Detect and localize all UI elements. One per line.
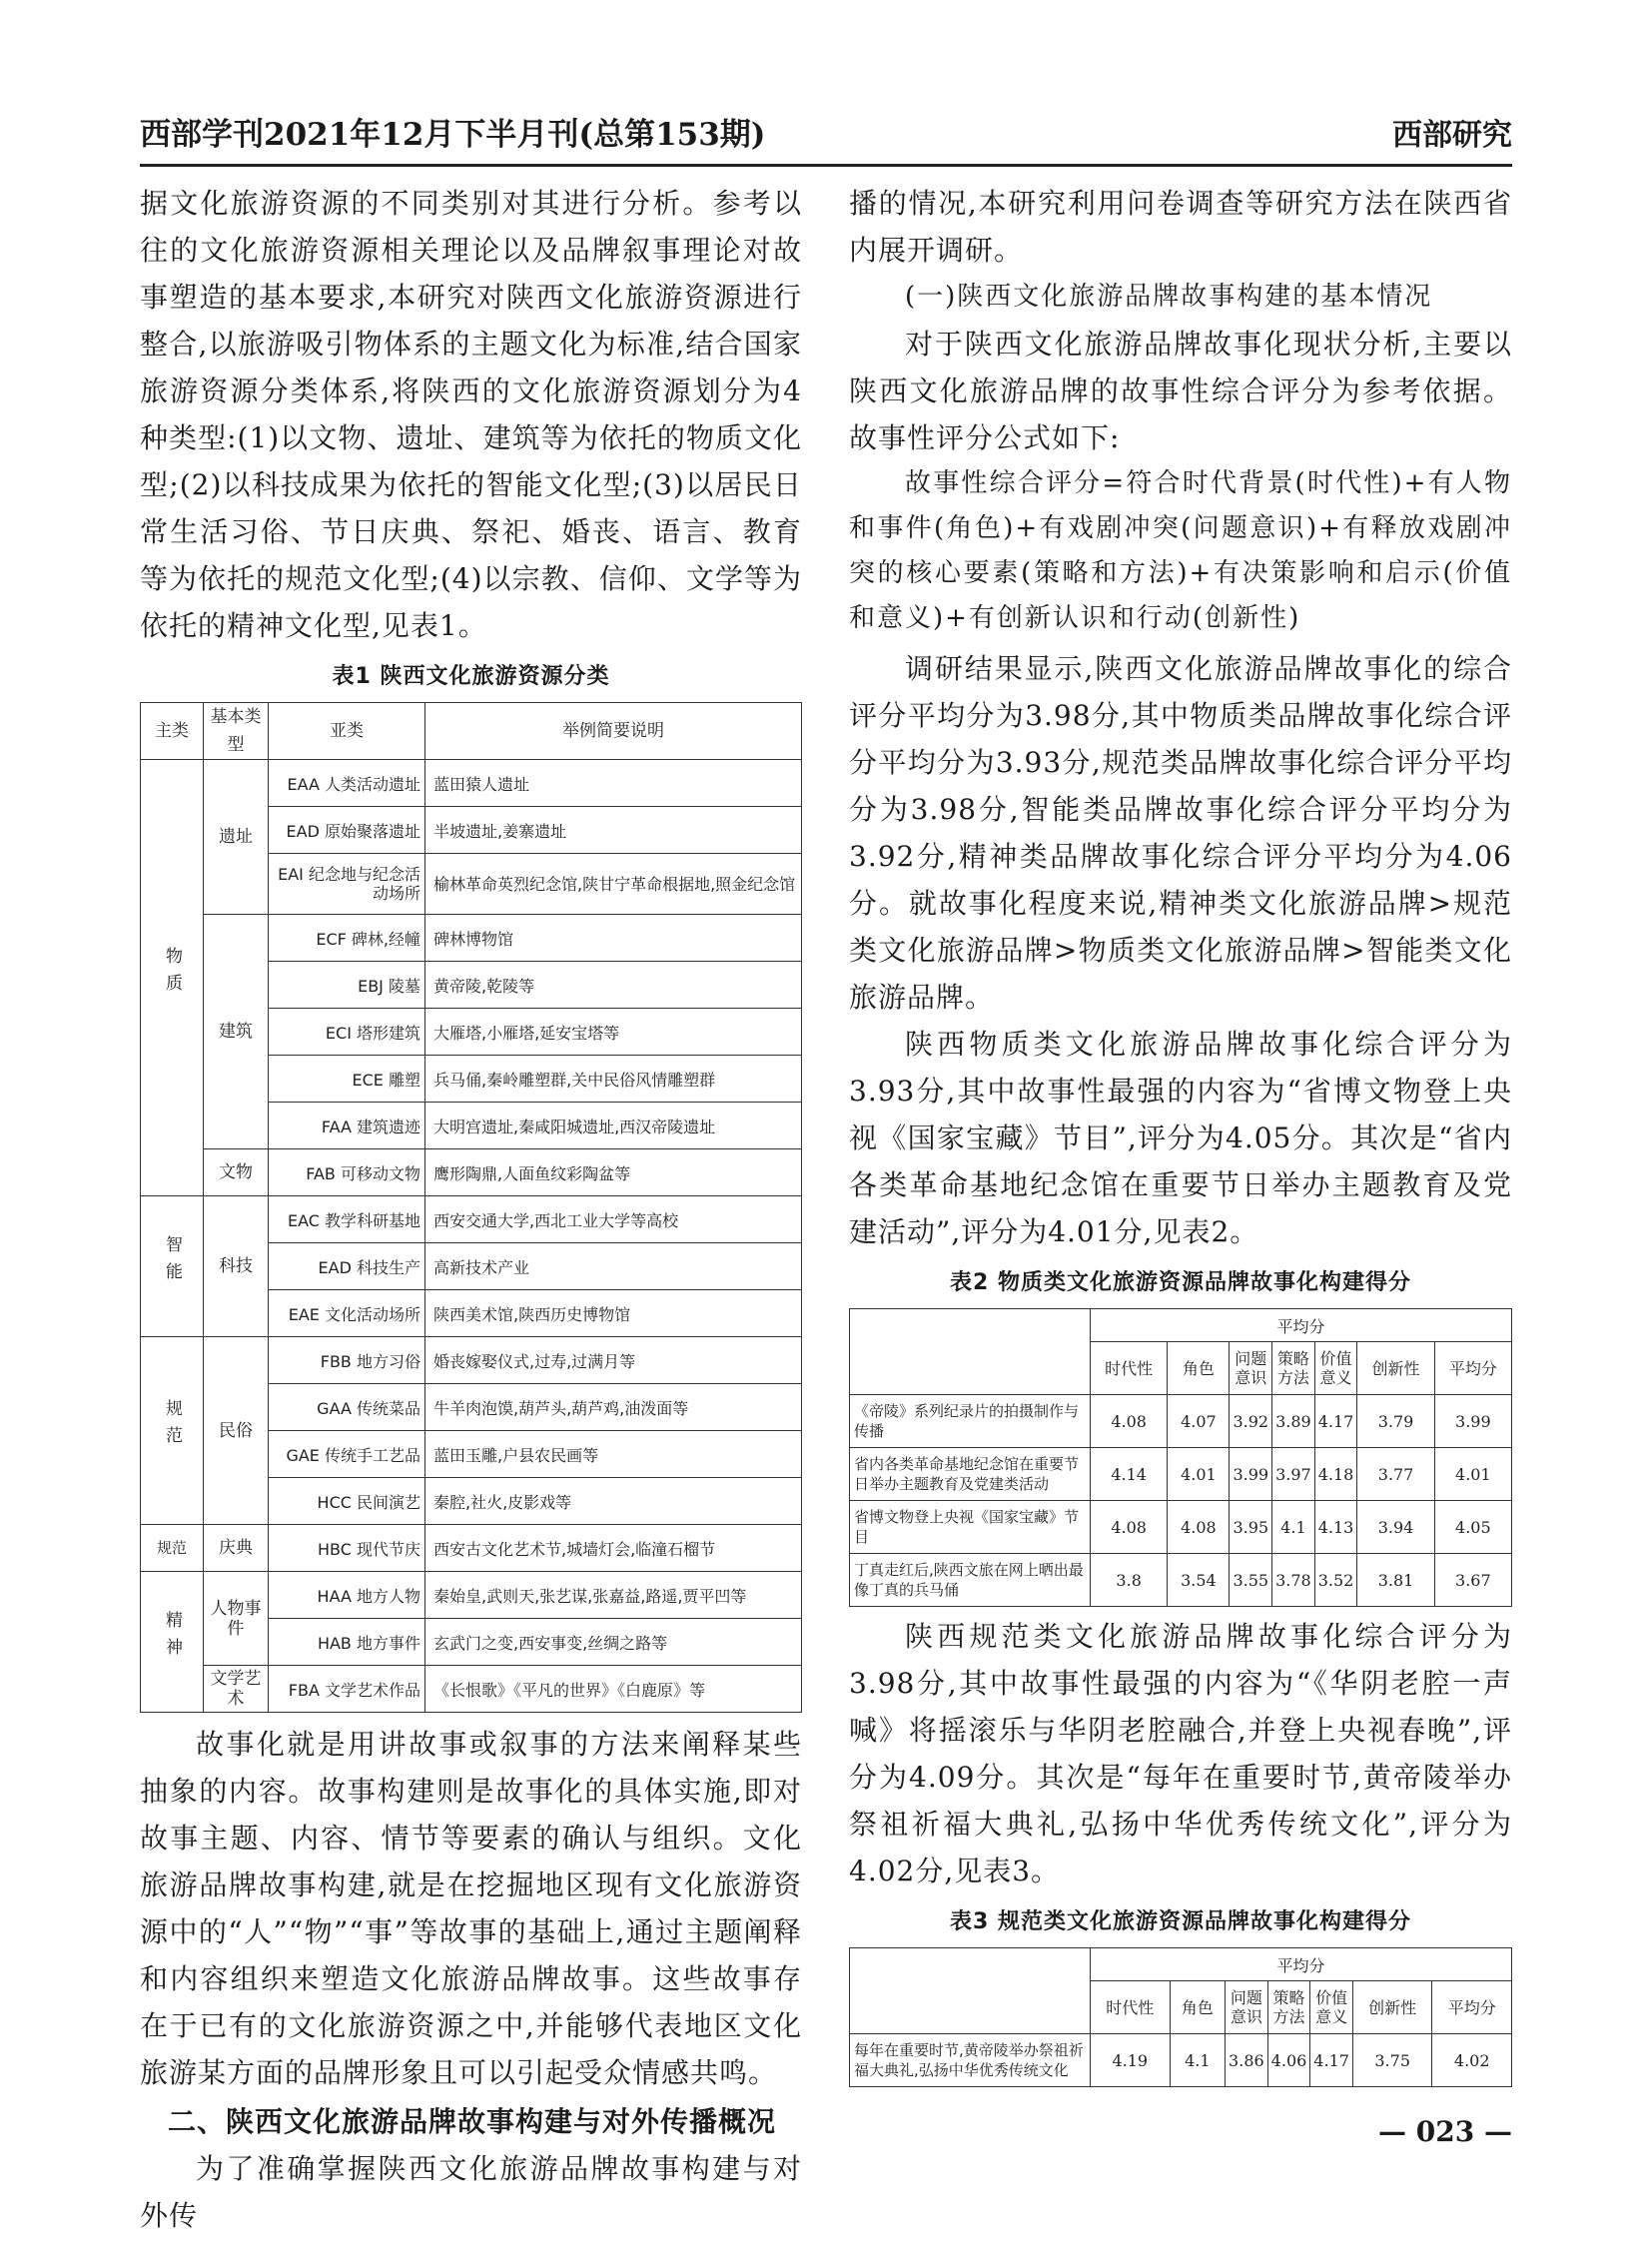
example: 兵马俑,秦岭雕塑群,关中民俗风情雕塑群 <box>425 1056 802 1103</box>
subtype: HAA 地方人物 <box>269 1572 425 1619</box>
example: 蓝田玉雕,户县农民画等 <box>425 1431 802 1478</box>
row-label: 每年在重要时节,黄帝陵举办祭祖祈福大典礼,弘扬中华优秀传统文化 <box>850 2034 1091 2087</box>
score-cell: 4.1 <box>1272 1501 1315 1554</box>
score-cell: 3.79 <box>1357 1395 1434 1448</box>
score-cell: 3.92 <box>1230 1395 1272 1448</box>
subtype: HCC 民间演艺 <box>269 1478 425 1525</box>
basic-type: 文学艺术 <box>204 1666 269 1713</box>
score-col-header: 策略方法 <box>1267 1981 1310 2034</box>
score-cell: 4.08 <box>1168 1501 1230 1554</box>
subtype: EBJ 陵墓 <box>269 962 425 1009</box>
subtype: GAE 传统手工艺品 <box>269 1431 425 1478</box>
main-category: 规范 <box>162 1399 182 1453</box>
score-cell: 4.13 <box>1314 1501 1357 1554</box>
page-number: — 023 — <box>1378 2115 1512 2148</box>
example: 半坡遗址,姜寨遗址 <box>425 807 802 854</box>
example: 榆林革命英烈纪念馆,陕甘宁革命根据地,照金纪念馆 <box>425 854 802 915</box>
example: 高新技术产业 <box>425 1243 802 1290</box>
empty-corner <box>850 1948 1091 2034</box>
main-category: 智能 <box>162 1234 182 1289</box>
score-col-header: 创新性 <box>1352 1981 1432 2034</box>
example: 秦始皇,武则天,张艺谋,张嘉益,路遥,贾平凹等 <box>425 1572 802 1619</box>
basic-type: 文物 <box>204 1149 269 1196</box>
table-row <box>850 1448 1512 1501</box>
score-cell: 3.54 <box>1168 1554 1230 1607</box>
example: 西安交通大学,西北工业大学等高校 <box>425 1196 802 1243</box>
score-col-header: 时代性 <box>1091 1342 1168 1395</box>
paragraph: 陕西规范类文化旅游品牌故事化综合评分为3.98分,其中故事性最强的内容为“《华阴老腔一声喊》将摇滚乐与华阴老腔融合,并登上央视春晚”,评分为4.09分。其次是“每年在重要时节,黄帝陵举办祭祖祈福大典礼,弘扬中华优秀传统文化”,评分为4.02分,见表3。 <box>849 1620 1512 1887</box>
table-row <box>141 1337 802 1384</box>
table1-caption: 表1 陕西文化旅游资源分类 <box>332 664 610 689</box>
paragraph: 为了准确掌握陕西文化旅游品牌故事构建与对外传 <box>140 2152 802 2232</box>
example: 牛羊肉泡馍,葫芦头,葫芦鸡,油泼面等 <box>425 1384 802 1431</box>
subtype: FBA 文学艺术作品 <box>269 1666 425 1713</box>
subtype: HBC 现代节庆 <box>269 1525 425 1572</box>
subtype: EAI 纪念地与纪念活动场所 <box>269 854 425 915</box>
score-cell: 3.86 <box>1226 2034 1268 2087</box>
score-col-header: 时代性 <box>1091 1981 1171 2034</box>
header-rule <box>140 164 1512 167</box>
subtype: FBB 地方习俗 <box>269 1337 425 1384</box>
basic-type: 民俗 <box>204 1337 269 1525</box>
example: 婚丧嫁娶仪式,过寿,过满月等 <box>425 1337 802 1384</box>
score-cell: 3.97 <box>1272 1448 1315 1501</box>
example: 西安古文化艺术节,城墙灯会,临潼石榴节 <box>425 1525 802 1572</box>
subtype: HAB 地方事件 <box>269 1619 425 1666</box>
score-col-header: 价值意义 <box>1310 1981 1353 2034</box>
paragraph: 据文化旅游资源的不同类别对其进行分析。参考以往的文化旅游资源相关理论以及品牌叙事理论对故事塑造的基本要求,本研究对陕西文化旅游资源进行整合,以旅游吸引物体系的主题文化为标准,结合国家旅游资源分类体系,将陕西的文化旅游资源划分为4种类型:(1)以文物、遗址、建筑等为依托的物质文化型;(2)以科技成果为依托的智能文化型;(3)以居民日常生活习俗、节日庆典、祭祀、婚丧、语言、教育等为依托的规范文化型;(4)以宗教、信仰、文学等为依托的精神文化型,见表1。 <box>140 187 802 642</box>
score-cell: 3.89 <box>1272 1395 1315 1448</box>
example: 玄武门之变,西安事变,丝绸之路等 <box>425 1619 802 1666</box>
basic-type: 科技 <box>204 1196 269 1337</box>
row-label: 省内各类革命基地纪念馆在重要节日举办主题教育及党建类活动 <box>850 1448 1091 1501</box>
subtype: EAC 教学科研基地 <box>269 1196 425 1243</box>
example: 秦腔,社火,皮影戏等 <box>425 1478 802 1525</box>
main-category: 规范 <box>141 1525 204 1572</box>
row-label: 省博文物登上央视《国家宝藏》节目 <box>850 1501 1091 1554</box>
score-cell: 4.1 <box>1170 2034 1226 2087</box>
subtype: EAD 科技生产 <box>269 1243 425 1290</box>
table2 <box>849 1308 1512 1607</box>
table-header-row <box>141 703 802 760</box>
subtype: EAA 人类活动遗址 <box>269 760 425 807</box>
table-row <box>850 1554 1512 1607</box>
table-row <box>141 1525 802 1572</box>
subtype: FAB 可移动文物 <box>269 1149 425 1196</box>
score-cell: 4.08 <box>1091 1395 1168 1448</box>
score-cell: 4.08 <box>1091 1501 1168 1554</box>
main-category: 物质 <box>162 946 182 1001</box>
col-header: 举例简要说明 <box>425 703 802 760</box>
score-cell: 4.02 <box>1432 2034 1512 2087</box>
table1 <box>140 702 802 1713</box>
basic-type: 建筑 <box>204 915 269 1149</box>
subtype: ECI 塔形建筑 <box>269 1009 425 1056</box>
subtype: ECF 碑林,经幢 <box>269 915 425 962</box>
table3-caption: 表3 规范类文化旅游资源品牌故事化构建得分 <box>950 1909 1411 1934</box>
table-row <box>850 2034 1512 2087</box>
score-col-header: 创新性 <box>1357 1342 1434 1395</box>
score-col-header: 角色 <box>1168 1342 1230 1395</box>
score-cell: 4.07 <box>1168 1395 1230 1448</box>
example: 陕西美术馆,陕西历史博物馆 <box>425 1290 802 1337</box>
example: 蓝田猿人遗址 <box>425 760 802 807</box>
subtype: EAD 原始聚落遗址 <box>269 807 425 854</box>
table-header-row <box>850 1948 1512 1981</box>
right-column <box>849 180 1512 2087</box>
basic-type: 遗址 <box>204 760 269 915</box>
subtype: ECE 雕塑 <box>269 1056 425 1103</box>
paragraph: 调研结果显示,陕西文化旅游品牌故事化的综合评分平均分为3.98分,其中物质类品牌故事化综合评分平均分为3.93分,规范类品牌故事化综合评分平均分为3.98分,智能类品牌故事化综合评分平均分为3.92分,精神类品牌故事化综合评分平均分为4.06分。就故事化程度来说,精神类文化旅游品牌>规范类文化旅游品牌>物质类文化旅游品牌>智能类文化旅游品牌。 <box>849 652 1512 1014</box>
score-cell: 4.06 <box>1267 2034 1310 2087</box>
example: 大明宫遗址,秦咸阳城遗址,西汉帝陵遗址 <box>425 1103 802 1149</box>
paragraph: 故事化就是用讲故事或叙事的方法来阐释某些抽象的内容。故事构建则是故事化的具体实施,即对故事主题、内容、情节等要素的确认与组织。文化旅游品牌故事构建,就是在挖掘地区现有文化旅游资源中的“人”“物”“事”等故事的基础上,通过主题阐释和内容组织来塑造文化旅游品牌故事。这些故事存在于已有的文化旅游资源之中,并能够代表地区文化旅游某方面的品牌形象且可以引起受众情感共鸣。 <box>140 1728 802 2089</box>
left-column <box>140 180 802 2239</box>
score-cell: 4.18 <box>1314 1448 1357 1501</box>
table-row <box>141 915 802 962</box>
example: 黄帝陵,乾陵等 <box>425 962 802 1009</box>
table3 <box>849 1947 1512 2087</box>
score-cell: 3.99 <box>1230 1448 1272 1501</box>
score-cell: 4.14 <box>1091 1448 1168 1501</box>
subtype: GAA 传统菜品 <box>269 1384 425 1431</box>
basic-type: 人物事件 <box>204 1572 269 1666</box>
score-col-header: 价值意义 <box>1314 1342 1357 1395</box>
score-cell: 3.52 <box>1314 1554 1357 1607</box>
row-label: 《帝陵》系列纪录片的拍摄制作与传播 <box>850 1395 1091 1448</box>
section-name: 西部研究 <box>1392 118 1512 153</box>
table-row <box>141 1666 802 1713</box>
col-header: 主类 <box>141 703 204 760</box>
section-heading: 二、陕西文化旅游品牌故事构建与对外传播概况 <box>168 2105 777 2138</box>
avg-header: 平均分 <box>1091 1309 1512 1342</box>
score-cell: 4.19 <box>1091 2034 1171 2087</box>
empty-corner <box>850 1309 1091 1395</box>
paragraph: 陕西物质类文化旅游品牌故事化综合评分为3.93分,其中故事性最强的内容为“省博文物登上央视《国家宝藏》节目”,评分为4.05分。其次是“省内各类革命基地纪念馆在重要节日举办主题教育及党建活动”,评分为4.01分,见表2。 <box>849 1028 1512 1248</box>
score-cell: 4.05 <box>1434 1501 1511 1554</box>
basic-type: 庆典 <box>204 1525 269 1572</box>
subsection-heading: (一)陕西文化旅游品牌故事构建的基本情况 <box>905 282 1433 312</box>
score-col-header: 问题意识 <box>1226 1981 1268 2034</box>
col-header: 亚类 <box>269 703 425 760</box>
example: 大雁塔,小雁塔,延安宝塔等 <box>425 1009 802 1056</box>
score-cell: 4.01 <box>1168 1448 1230 1501</box>
journal-issue: 西部学刊2021年12月下半月刊(总第153期) <box>140 117 766 153</box>
formula: 故事性综合评分=符合时代背景(时代性)+有人物和事件(角色)+有戏剧冲突(问题意识)+有释放戏剧冲突的核心要素(策略和方法)+有决策影响和启示(价值和意义)+有创新认识和行动(创新性) <box>849 468 1512 633</box>
score-cell: 3.81 <box>1357 1554 1434 1607</box>
paragraph: 对于陕西文化旅游品牌故事化现状分析,主要以陕西文化旅游品牌的故事性综合评分为参考依据。故事性评分公式如下: <box>849 328 1512 454</box>
paragraph: 播的情况,本研究利用问卷调查等研究方法在陕西省内展开调研。 <box>849 187 1512 267</box>
table-row <box>141 1572 802 1619</box>
score-col-header: 问题意识 <box>1230 1342 1272 1395</box>
score-cell: 3.95 <box>1230 1501 1272 1554</box>
score-cell: 3.8 <box>1091 1554 1168 1607</box>
score-cell: 4.01 <box>1434 1448 1511 1501</box>
score-cell: 4.17 <box>1314 1395 1357 1448</box>
subtype: EAE 文化活动场所 <box>269 1290 425 1337</box>
table-row <box>141 1196 802 1243</box>
avg-header: 平均分 <box>1091 1948 1512 1981</box>
main-category: 精神 <box>162 1610 182 1665</box>
row-label: 丁真走红后,陕西文旅在网上晒出最像丁真的兵马俑 <box>850 1554 1091 1607</box>
col-header: 基本类型 <box>204 703 269 760</box>
score-cell: 3.67 <box>1434 1554 1511 1607</box>
score-cell: 3.55 <box>1230 1554 1272 1607</box>
example: 《长恨歌》《平凡的世界》《白鹿原》等 <box>425 1666 802 1713</box>
score-cell: 3.77 <box>1357 1448 1434 1501</box>
example: 鹰形陶鼎,人面鱼纹彩陶盆等 <box>425 1149 802 1196</box>
running-header <box>140 110 1512 162</box>
score-col-header: 平均分 <box>1434 1342 1511 1395</box>
table-row <box>141 1149 802 1196</box>
table2-caption: 表2 物质类文化旅游资源品牌故事化构建得分 <box>950 1270 1411 1295</box>
score-col-header: 策略方法 <box>1272 1342 1315 1395</box>
score-cell: 3.75 <box>1352 2034 1432 2087</box>
score-col-header: 平均分 <box>1432 1981 1512 2034</box>
table-row <box>850 1395 1512 1448</box>
score-cell: 4.17 <box>1310 2034 1353 2087</box>
table-header-row <box>850 1309 1512 1342</box>
table-row <box>850 1501 1512 1554</box>
subtype: FAA 建筑遗迹 <box>269 1103 425 1149</box>
table-row <box>141 760 802 807</box>
score-col-header: 角色 <box>1170 1981 1226 2034</box>
example: 碑林博物馆 <box>425 915 802 962</box>
score-cell: 3.94 <box>1357 1501 1434 1554</box>
score-cell: 3.99 <box>1434 1395 1511 1448</box>
score-cell: 3.78 <box>1272 1554 1315 1607</box>
